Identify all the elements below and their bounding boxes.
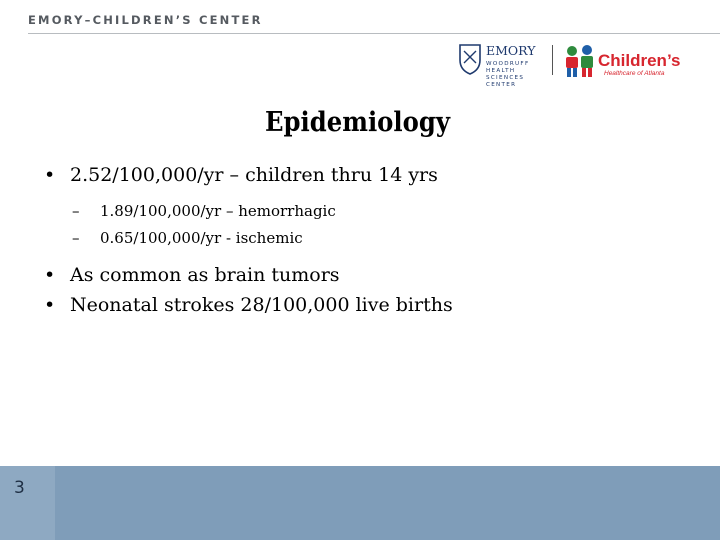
bullet-item	[44, 160, 684, 190]
sub-bullet-text: 0.65/100,000/yr - ischemic	[100, 229, 303, 247]
bullet-list	[44, 160, 684, 320]
sub-bullet-dash-icon: –	[72, 202, 80, 220]
sub-bullet-dash-icon: –	[72, 229, 80, 247]
bullet-dot-icon: •	[44, 164, 56, 186]
emory-name: EMORY	[486, 43, 536, 58]
bullet-item	[44, 260, 684, 290]
emory-sub-3: SCIENCES	[486, 75, 525, 81]
footer-page-box	[0, 466, 55, 540]
childrens-name: Children’s	[598, 51, 681, 70]
slide-title: Epidemiology	[265, 107, 450, 138]
footer-bar	[0, 466, 720, 540]
sub-bullet-text: 1.89/100,000/yr – hemorrhagic	[100, 202, 336, 220]
childrens-sub: Healthcare of Atlanta	[604, 70, 665, 77]
sub-bullet-item	[44, 225, 684, 252]
bullet-text: Neonatal strokes 28/100,000 live births	[70, 294, 453, 316]
childrens-logo	[562, 42, 690, 82]
emory-sub-4: CENTER	[486, 82, 517, 88]
header-rule	[28, 33, 720, 34]
bullet-dot-icon: •	[44, 294, 56, 316]
sub-bullet-item	[44, 198, 684, 225]
bullet-item	[44, 290, 684, 320]
emory-sub-1: WOODRUFF	[486, 61, 530, 67]
emory-sub-2: HEALTH	[486, 68, 516, 74]
emory-shield-icon	[460, 45, 480, 74]
bullet-text: As common as brain tumors	[70, 264, 340, 286]
header-title: EMORY–CHILDREN’S CENTER	[28, 13, 263, 27]
logo-divider	[552, 45, 553, 75]
emory-logo	[458, 42, 542, 92]
bullet-text: 2.52/100,000/yr – children thru 14 yrs	[70, 164, 438, 186]
page-number: 3	[14, 478, 25, 498]
childrens-figures-icon	[566, 45, 593, 77]
bullet-dot-icon: •	[44, 264, 56, 286]
